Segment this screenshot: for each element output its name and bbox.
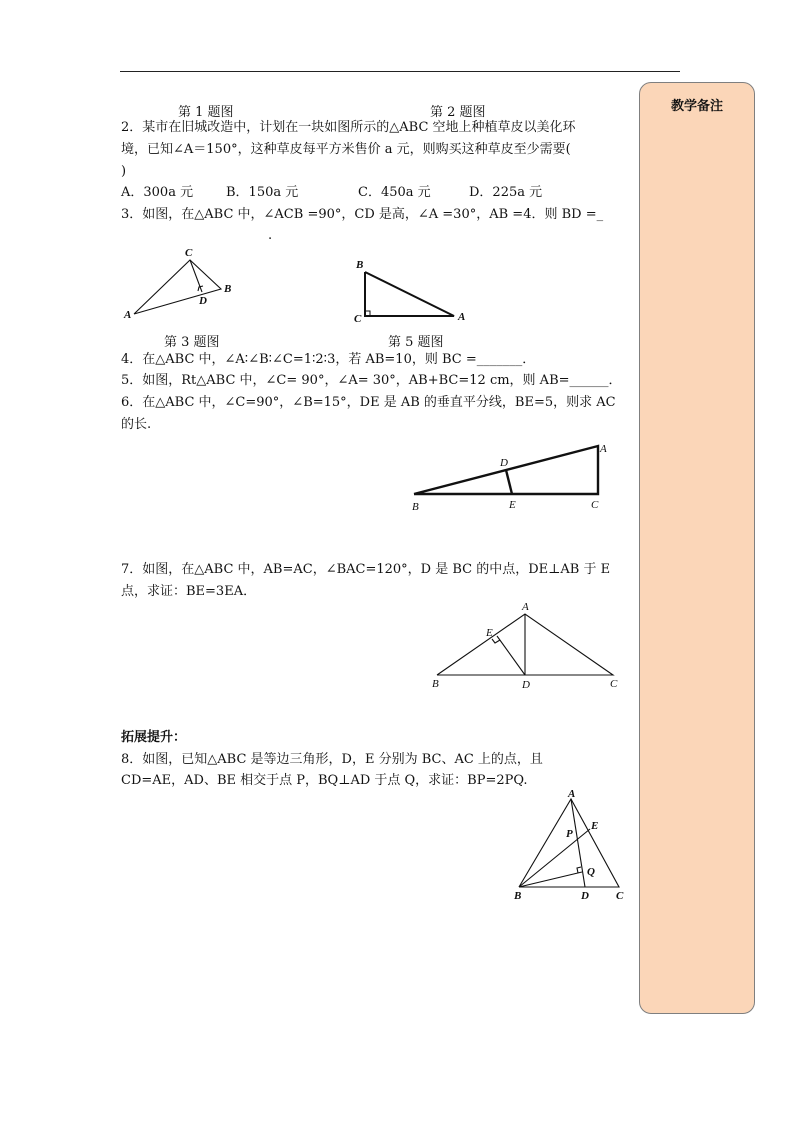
fig3-label-b: B: [224, 283, 232, 295]
fig8-label-e: E: [591, 820, 599, 832]
fig7-label-c: C: [610, 678, 618, 690]
teaching-notes-panel: [639, 82, 755, 1014]
fig8-diagram: [505, 787, 635, 907]
header-rule: [120, 71, 680, 72]
q3-line1: 3．如图，在△ABC 中，∠ACB =90°，CD 是高，∠A =30°，AB =4．则 BD =_: [121, 207, 604, 222]
fig3-label-c: C: [185, 247, 193, 259]
fig8-label-p: P: [566, 828, 573, 840]
q2-line3: ): [121, 164, 127, 179]
q8-line1: 8．如图，已知△ABC 是等边三角形，D，E 分别为 BC、AC 上的点，且: [121, 752, 543, 767]
fig6-label-e: E: [509, 499, 516, 511]
fig7-label-d: D: [522, 679, 530, 691]
q6-line1: 6．在△ABC 中，∠C=90°，∠B=15°，DE 是 AB 的垂直平分线，BE=5，则求 AC: [121, 395, 616, 410]
fig5-label-a: A: [458, 311, 466, 323]
fig6-label-b: B: [412, 501, 419, 513]
q2-line1: 2．某市在旧城改造中，计划在一块如图所示的△ABC 空地上种植草皮以美化环: [121, 120, 576, 135]
fig7-diagram: [425, 598, 625, 693]
teaching-notes-title: 教学备注: [670, 99, 723, 114]
fig8-label-a: A: [568, 788, 576, 800]
fig7-label-e: E: [486, 627, 493, 639]
fig6-label-c: C: [591, 499, 599, 511]
fig3-caption: 第 3 题图: [164, 335, 220, 350]
q7-line1: 7．如图，在△ABC 中，AB=AC，∠BAC=120°，D 是 BC 的中点，DE⊥AB 于 E: [121, 562, 611, 577]
fig8-label-b: B: [514, 890, 522, 902]
q5-text: 5．如图，Rt△ABC 中，∠C= 90°，∠A= 30°，AB+BC=12 cm，则 AB=______．: [121, 373, 622, 388]
fig5-caption: 第 5 题图: [388, 335, 444, 350]
q4-text: 4．在△ABC 中，∠A∶∠B∶∠C=1∶2∶3，若 AB=10，则 BC =_______．: [121, 352, 536, 367]
fig6-label-a: A: [600, 443, 607, 455]
q2-option-b: B．150a 元: [226, 185, 299, 200]
fig5-label-c: C: [354, 313, 362, 325]
fig3-label-a: A: [124, 309, 132, 321]
q2-line2: 境，已知∠A＝150°，这种草皮每平方米售价 a 元，则购买这种草皮至少需要(: [121, 142, 571, 157]
fig3-diagram: [120, 244, 240, 324]
fig8-label-q: Q: [587, 866, 595, 878]
fig8-label-c: C: [616, 890, 624, 902]
q2-option-d: D．225a 元: [469, 185, 543, 200]
q2-option-c: C．450a 元: [358, 185, 431, 200]
fig6-diagram: [400, 438, 620, 518]
q2-option-a: A．300a 元: [121, 185, 194, 200]
fig7-label-b: B: [432, 678, 439, 690]
fig3-label-d: D: [199, 295, 207, 307]
fig2-caption: 第 2 题图: [430, 105, 486, 120]
q3-line2: .: [268, 228, 273, 243]
fig5-label-b: B: [356, 259, 364, 271]
q7-line2: 点，求证：BE=3EA．: [121, 584, 257, 599]
q6-line2: 的长.: [121, 417, 152, 432]
fig8-label-d: D: [581, 890, 589, 902]
fig7-label-a: A: [522, 601, 529, 613]
extension-title: 拓展提升：: [121, 730, 187, 745]
fig1-caption: 第 1 题图: [178, 105, 234, 120]
fig6-label-d: D: [500, 457, 508, 469]
fig5-diagram: [350, 256, 480, 326]
q8-line2: CD=AE，AD、BE 相交于点 P，BQ⊥AD 于点 Q，求证：BP=2PQ.: [121, 773, 528, 788]
